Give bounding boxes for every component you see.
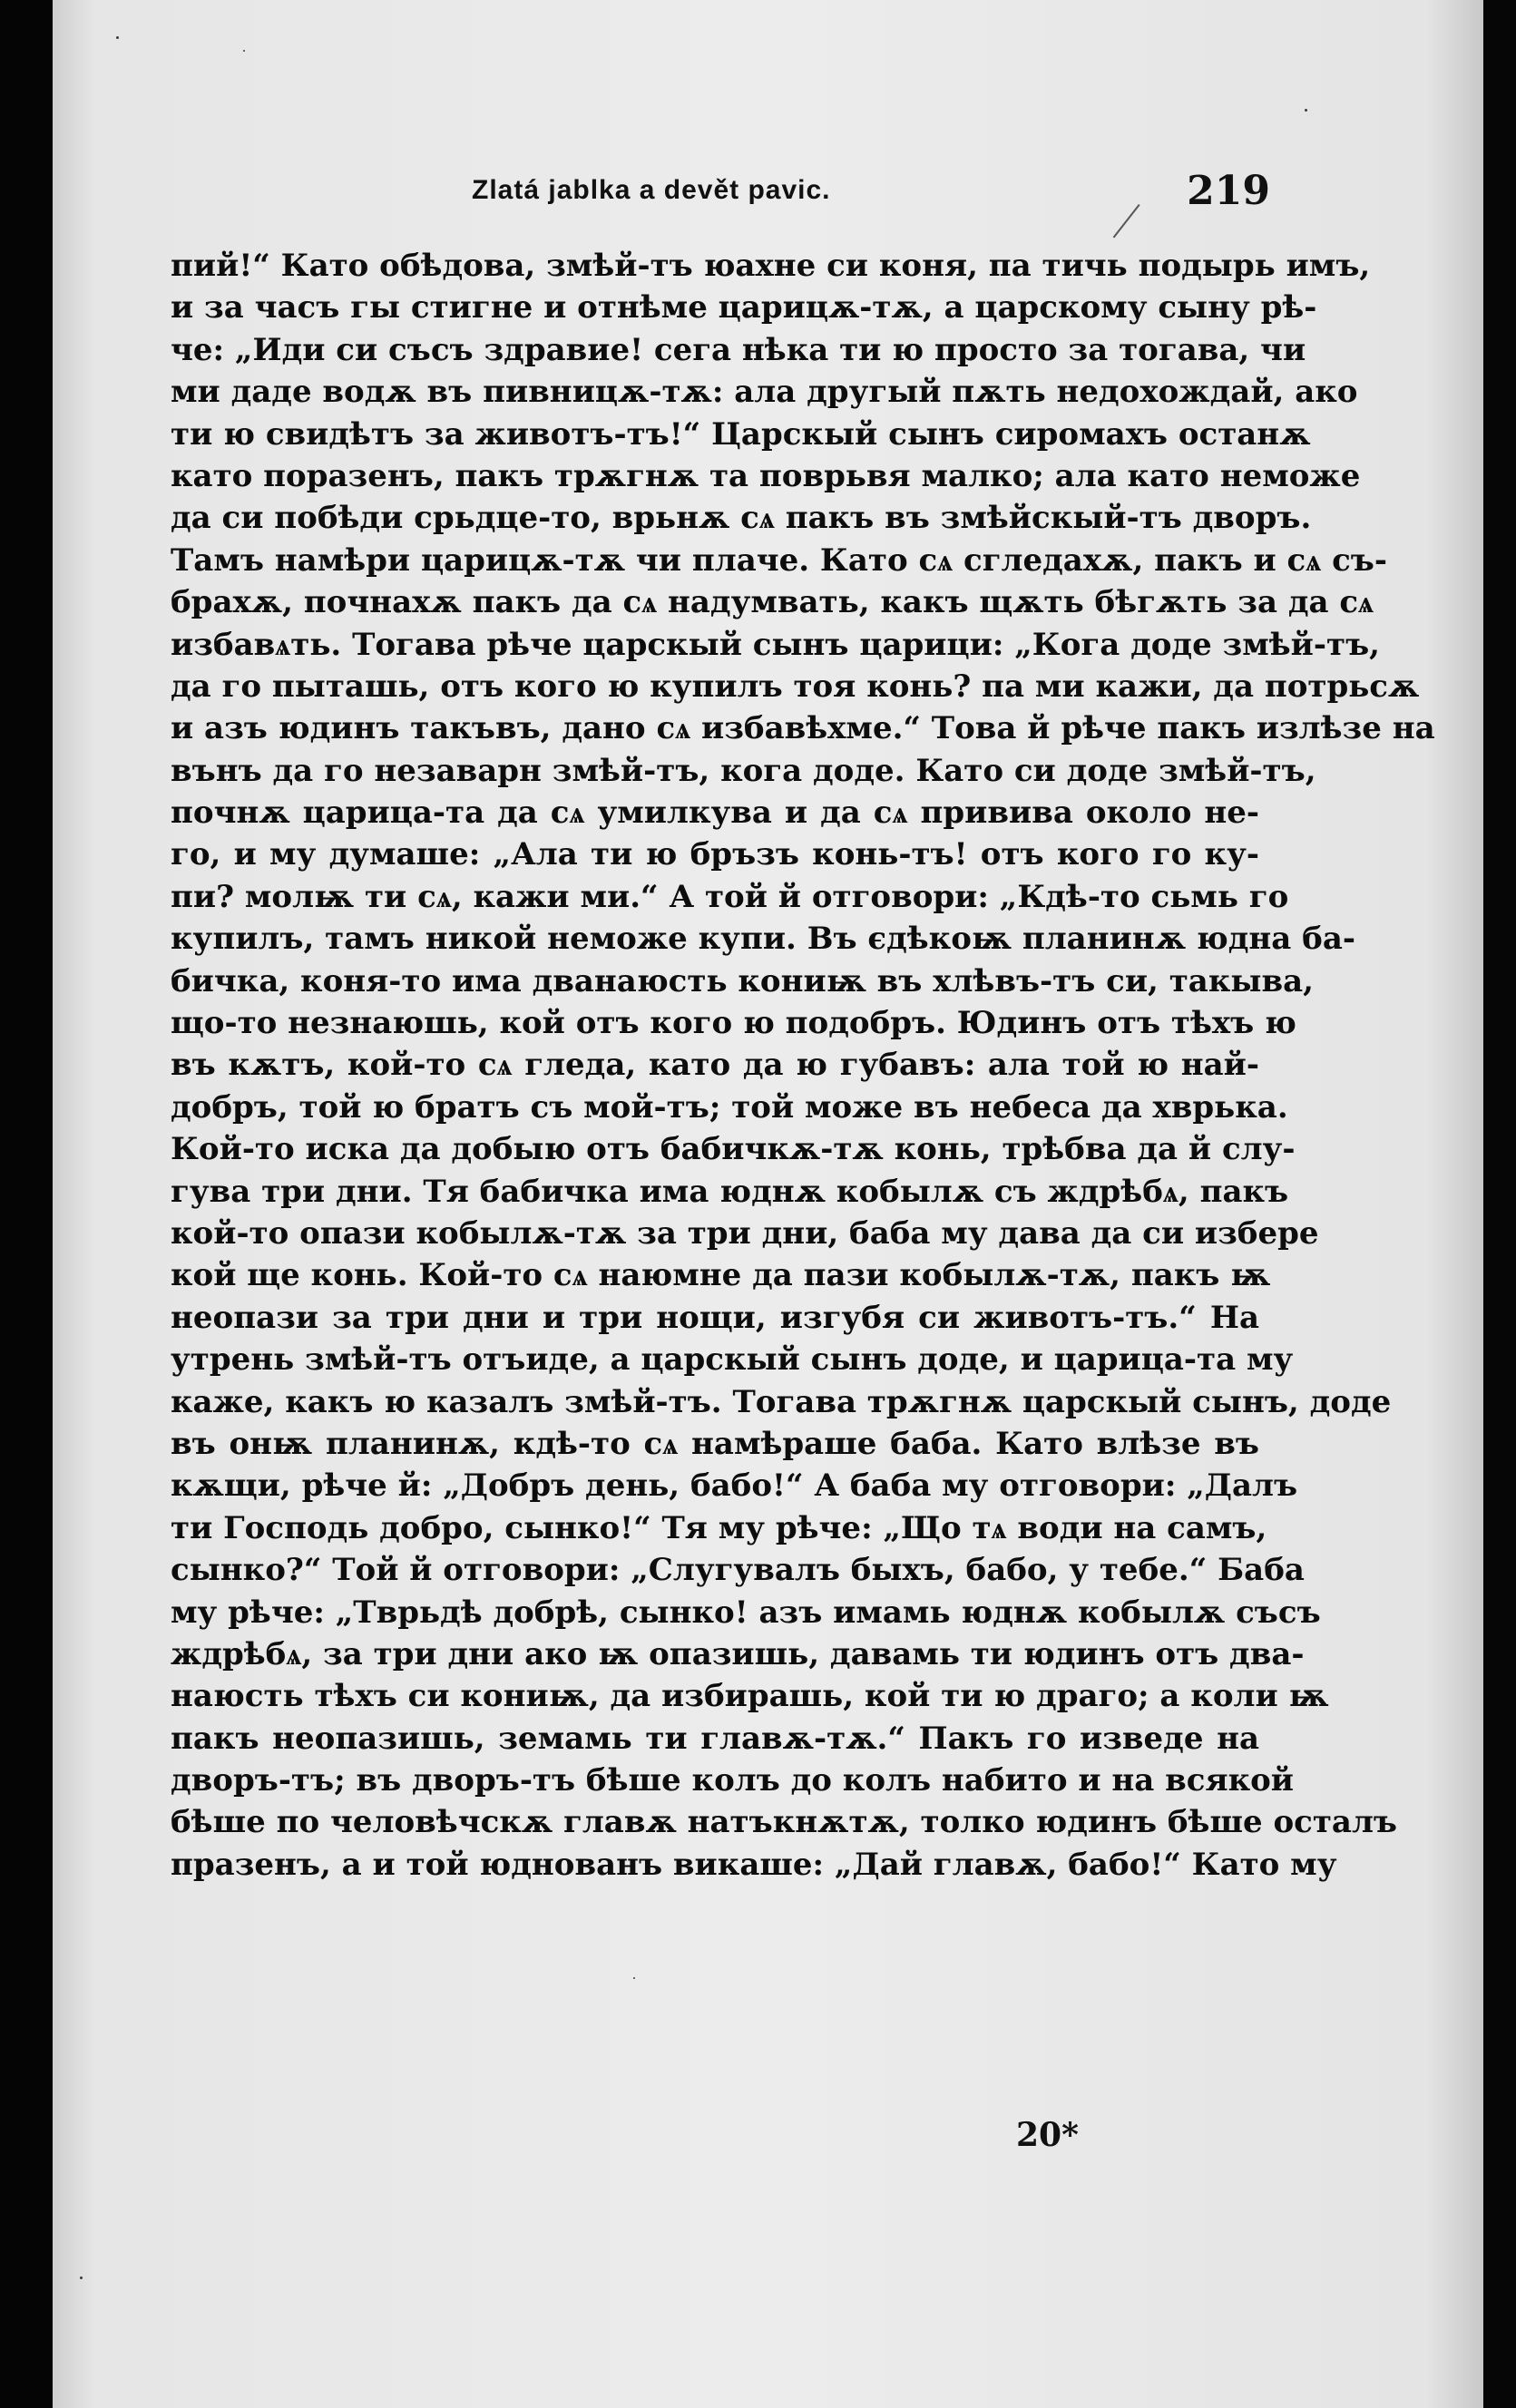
- text-line: пи? молѭ ти сѧ, кажи ми.“ А той й отговори: „Кдѣ-то сьмь го: [171, 878, 1289, 915]
- text-line: му рѣче: „Тврьдѣ добрѣ, сынко! азъ имамь юднѫ кобылѫ съсъ: [171, 1594, 1321, 1631]
- dust-speck: [243, 50, 245, 52]
- text-line: Кой-то иска да добыю отъ бабичкѫ-тѫ конь, трѣбва да й слу-: [171, 1131, 1296, 1168]
- text-line: го, и му думаше: „Ала ти ю бръзъ конь-тъ! отъ кого го ку-: [171, 836, 1259, 873]
- text-line: наюсть тѣхъ си кониѭ, да избирашь, кой ти ю драго; а коли ѭ: [171, 1678, 1329, 1715]
- text-line: кой-то опази кобылѫ-тѫ за три дни, баба му дава да си избере: [171, 1214, 1319, 1252]
- dust-speck: [633, 1977, 635, 1979]
- page-number: 219: [1187, 168, 1270, 214]
- page-header: [472, 168, 1270, 222]
- text-line: неопази за три дни и три нощи, изгубя си животъ-тъ.“ На: [171, 1299, 1259, 1336]
- text-line: добръ, той ю братъ съ мой-тъ; той може въ небеса да хврька.: [171, 1088, 1288, 1126]
- text-line: гува три дни. Тя бабичка има юднѫ кобылѫ съ ждрѣбѧ, пакъ: [171, 1173, 1289, 1210]
- text-line: сынко?“ Той й отговори: „Слугувалъ быхъ, бабо, у тебе.“ Баба: [171, 1552, 1305, 1589]
- text-line: пий!“ Като обѣдова, змѣй-тъ юахне си коня, па тичь подырь имъ,: [171, 248, 1371, 284]
- text-line: бичка, коня-то има дванаюсть кониѭ въ хлѣвъ-тъ си, такыва,: [171, 962, 1314, 999]
- text-line: почнѫ царица-та да сѧ умилкува и да сѧ привива около не-: [171, 795, 1259, 832]
- text-line: Тамъ намѣри царицѫ-тѫ чи плаче. Като сѧ сгледахѫ, пакъ и сѧ съ-: [171, 541, 1387, 579]
- dust-speck: [116, 36, 119, 39]
- text-line: брахѫ, почнахѫ пакъ да сѧ надумвать, какъ щѫть бѣгѫть за да сѧ: [171, 584, 1374, 621]
- text-line: купилъ, тамъ никой неможе купи. Въ єдѣкоѭ планинѫ юдна ба-: [171, 921, 1355, 958]
- text-line: утрень змѣй-тъ отъиде, а царскый сынъ доде, и царица-та му: [171, 1341, 1294, 1379]
- text-line: и за часъ гы стигне и отнѣме царицѫ-тѫ, а царскому сыну рѣ-: [171, 289, 1317, 327]
- text-line: празенъ, а и той юднованъ викаше: „Дай главѫ, бабо!“ Като му: [171, 1846, 1337, 1883]
- text-line: що-то незнаюшь, кой отъ кого ю подобръ. Юдинъ отъ тѣхъ ю: [171, 1005, 1296, 1042]
- text-line: кѫщи, рѣче й: „Добръ день, бабо!“ А баба му отговори: „Далъ: [171, 1467, 1298, 1505]
- text-line: дворъ-тъ; въ дворъ-тъ бѣше колъ до колъ набито и на всякой: [171, 1762, 1295, 1799]
- running-title: Zlatá jablka a devět pavic.: [472, 175, 831, 205]
- text-line: ти ю свидѣтъ за животъ-тъ!“ Царскый сынъ сиромахъ останѫ: [171, 415, 1311, 453]
- text-line: пакъ неопазишь, земамь ти главѫ-тѫ.“ Пакъ го изведе на: [171, 1720, 1259, 1757]
- text-line: да го пыташь, отъ кого ю купилъ тоя конь? па ми кажи, да потрьсѫ: [171, 668, 1420, 705]
- text-line: кой ще конь. Кой-то сѧ наюмне да пази кобылѫ-тѫ, пакъ ѭ: [171, 1257, 1271, 1294]
- text-line: като поразенъ, пакъ трѫгнѫ та поврьвя малко; ала като неможе: [171, 457, 1361, 494]
- text-line: въ онѭ планинѫ, кдѣ-то сѧ намѣраше баба. Като влѣзе въ: [171, 1425, 1259, 1462]
- dust-speck: [80, 2276, 83, 2279]
- text-line: ждрѣбѧ, за три дни ако ѭ опазишь, давамь ти юдинъ отъ два-: [171, 1635, 1305, 1672]
- text-line: ми даде водѫ въ пивницѫ-тѫ: ала другый пѫть недохождай, ако: [171, 374, 1358, 411]
- scan-border-left: [0, 0, 53, 2408]
- text-line: и азъ юдинъ такъвъ, дано сѧ избавѣхме.“ Това й рѣче пакъ излѣзе на: [171, 710, 1435, 747]
- text-line: избавѧть. Тогава рѣче царскый сынъ царици: „Кога доде змѣй-тъ,: [171, 626, 1380, 663]
- body-text: [171, 245, 1435, 1886]
- text-line: ти Господь добро, сынко!“ Тя му рѣче: „Що тѧ води на самъ,: [171, 1509, 1267, 1546]
- signature-mark: 20*: [1016, 2116, 1079, 2154]
- text-line: каже, какъ ю казалъ змѣй-тъ. Тогава трѫгнѫ царскый сынъ, доде: [171, 1383, 1392, 1420]
- text-line: въ кѫтъ, кой-то сѧ гледа, като да ю губавъ: ала той ю най-: [171, 1047, 1259, 1084]
- text-line: вънъ да го незаварн змѣй-тъ, кога доде. Като си доде змѣй-тъ,: [171, 752, 1316, 789]
- scan-border-right: [1483, 0, 1516, 2408]
- text-line: че: „Иди си съсъ здравие! сега нѣка ти ю просто за тогава, чи: [171, 331, 1306, 368]
- text-line: да си побѣди срьдце-то, врьнѫ сѧ пакъ въ змѣйскый-тъ дворъ.: [171, 500, 1312, 537]
- text-line: бѣше по человѣчскѫ главѫ натъкнѫтѫ, толко юдинъ бѣше осталъ: [171, 1804, 1397, 1841]
- dust-speck: [1305, 109, 1307, 112]
